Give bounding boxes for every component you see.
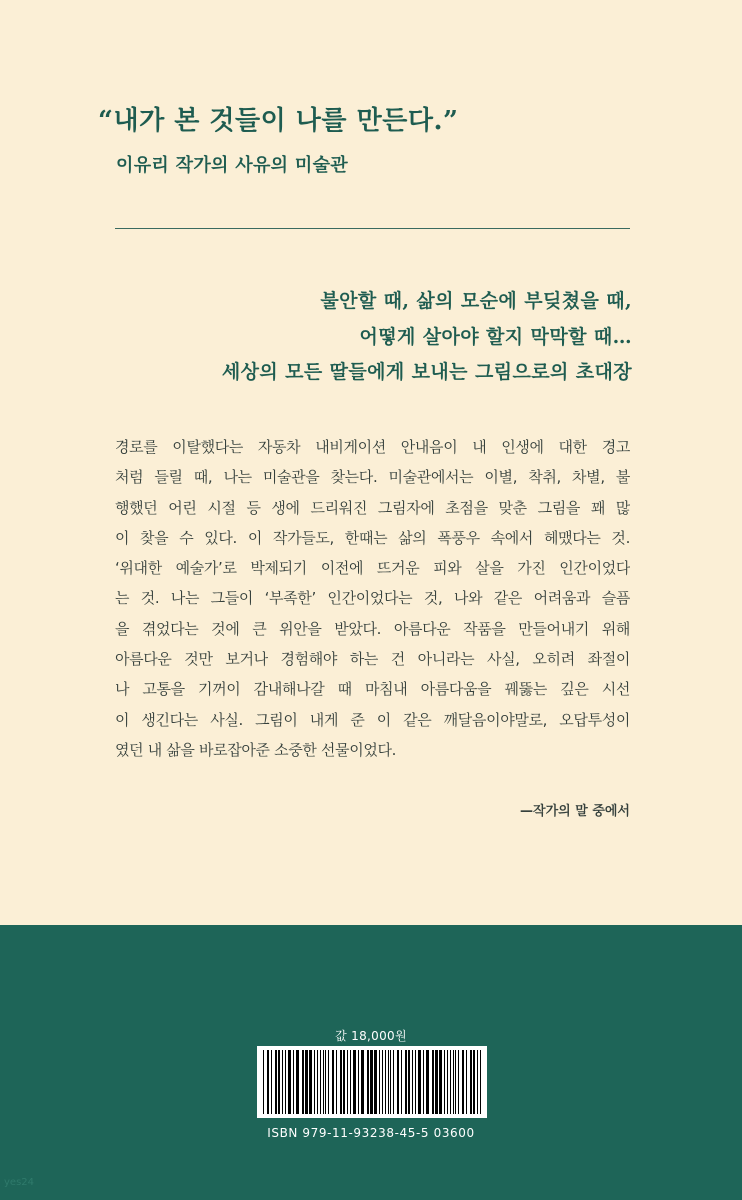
barcode-bar [458,1050,459,1114]
barcode-bar [453,1050,454,1114]
tagline-line-1: 불안할 때, 삶의 모순에 부딪쳤을 때, [320,290,632,312]
barcode-bar [390,1050,391,1114]
barcode-graphic [257,1046,487,1118]
barcode-bar [374,1050,377,1114]
body-line: 아름다운 것만 보거나 경험해야 하는 건 아니라는 사실, 오히려 좌절이 [115,650,630,669]
body-line: 나 고통을 기꺼이 감내해나갈 때 마침내 아름다움을 꿰뚫는 깊은 시선 [115,680,630,699]
barcode-bar [309,1050,312,1114]
barcode-bar [379,1050,380,1114]
barcode-bar [325,1050,326,1114]
body-line: 는 것. 나는 그들이 ‘부족한’ 인간이었다는 것, 나와 같은 어려움과 슬픔 [115,589,630,608]
barcode-bar [444,1050,445,1114]
barcode-bar [267,1050,269,1114]
barcode-bar [435,1050,438,1114]
barcode-bar [426,1050,429,1114]
headline-quote: “내가 본 것들이 나를 만든다.” [98,106,459,136]
barcode-bar [367,1050,369,1114]
barcode-bar [412,1050,413,1114]
barcode-bar [340,1050,342,1114]
barcode-bar [397,1050,399,1114]
body-line: 행했던 어린 시절 등 생에 드리워진 그림자에 초점을 맞춘 그림을 꽤 많 [115,498,630,517]
tagline-line-2: 어떻게 살아야 할지 막막할 때… [359,326,632,348]
isbn-label: ISBN 979-11-93238-45-5 03600 [267,1126,475,1140]
body-line: 이 생긴다는 사실. 그림이 내게 준 이 같은 깨달음이야말로, 오답투성이 [115,710,630,729]
barcode-bar [293,1050,294,1114]
price-label: 값 18,000원 [335,1029,407,1043]
barcode-bar [314,1050,315,1114]
barcode-bar [285,1050,286,1114]
barcode-bar [361,1050,364,1114]
barcode-bar [347,1050,348,1114]
tagline-line-3: 세상의 모든 딸들에게 보내는 그림으로의 초대장 [221,361,632,383]
barcode-bar [370,1050,373,1114]
barcode-bar [288,1050,291,1114]
body-line: 을 겪었다는 것에 큰 위안을 받았다. 아름다운 작품을 만들어내기 위해 [115,619,630,638]
barcode-bar [278,1050,280,1114]
barcode-bar [275,1050,277,1114]
barcode-bar [473,1050,475,1114]
divider-line [115,228,630,229]
barcode-bar [296,1050,299,1114]
barcode-bar [350,1050,351,1114]
body-paragraph [115,432,630,765]
barcode-bar [382,1050,383,1114]
barcode-bar [302,1050,304,1114]
barcode-bar [358,1050,359,1114]
barcode-bar [336,1050,337,1114]
barcode-bar [477,1050,478,1114]
watermark: yes24 [4,1177,35,1188]
barcode-bar [447,1050,448,1114]
barcode-bar [408,1050,410,1114]
barcode-bar [328,1050,329,1114]
barcode-bar [415,1050,416,1114]
barcode-bar [450,1050,451,1114]
barcode-bar [263,1050,264,1114]
barcode-bar [432,1050,434,1114]
barcode-bar [480,1050,481,1114]
barcode-bar [343,1050,345,1114]
barcode-bar [353,1050,356,1114]
barcode-bar [423,1050,424,1114]
barcode-bar [271,1050,272,1114]
barcode [257,1046,487,1118]
attribution: —작가의 말 중에서 [520,804,630,819]
barcode-bar [388,1050,389,1114]
body-line: 경로를 이탈했다는 자동차 내비게이션 안내음이 내 인생에 대한 경고 [115,438,630,456]
barcode-bar [405,1050,407,1114]
barcode-bar [439,1050,442,1114]
barcode-bar [401,1050,402,1114]
barcode-bar [393,1050,394,1114]
barcode-bar [385,1050,386,1114]
barcode-bar [418,1050,421,1114]
barcode-bar [320,1050,321,1114]
body-line: ‘위대한 예술가’로 박제되기 이전에 뜨거운 피와 살을 가진 인간이었다 [115,559,630,578]
body-line: 였던 내 삶을 바로잡아준 소중한 선물이었다. [115,740,397,759]
barcode-bar [470,1050,472,1114]
barcode-bar [317,1050,318,1114]
barcode-bar [332,1050,334,1114]
barcode-bar [466,1050,467,1114]
body-line: 처럼 들릴 때, 나는 미술관을 찾는다. 미술관에서는 이별, 착취, 차별, 불 [115,468,630,487]
barcode-bar [323,1050,324,1114]
body-line: 이 찾을 수 있다. 이 작가들도, 한때는 삶의 폭풍우 속에서 헤맸다는 것. [115,528,630,547]
barcode-bar [455,1050,456,1114]
subtitle: 이유리 작가의 사유의 미술관 [116,155,348,176]
barcode-bar [462,1050,464,1114]
barcode-bar [305,1050,308,1114]
barcode-bar [282,1050,283,1114]
